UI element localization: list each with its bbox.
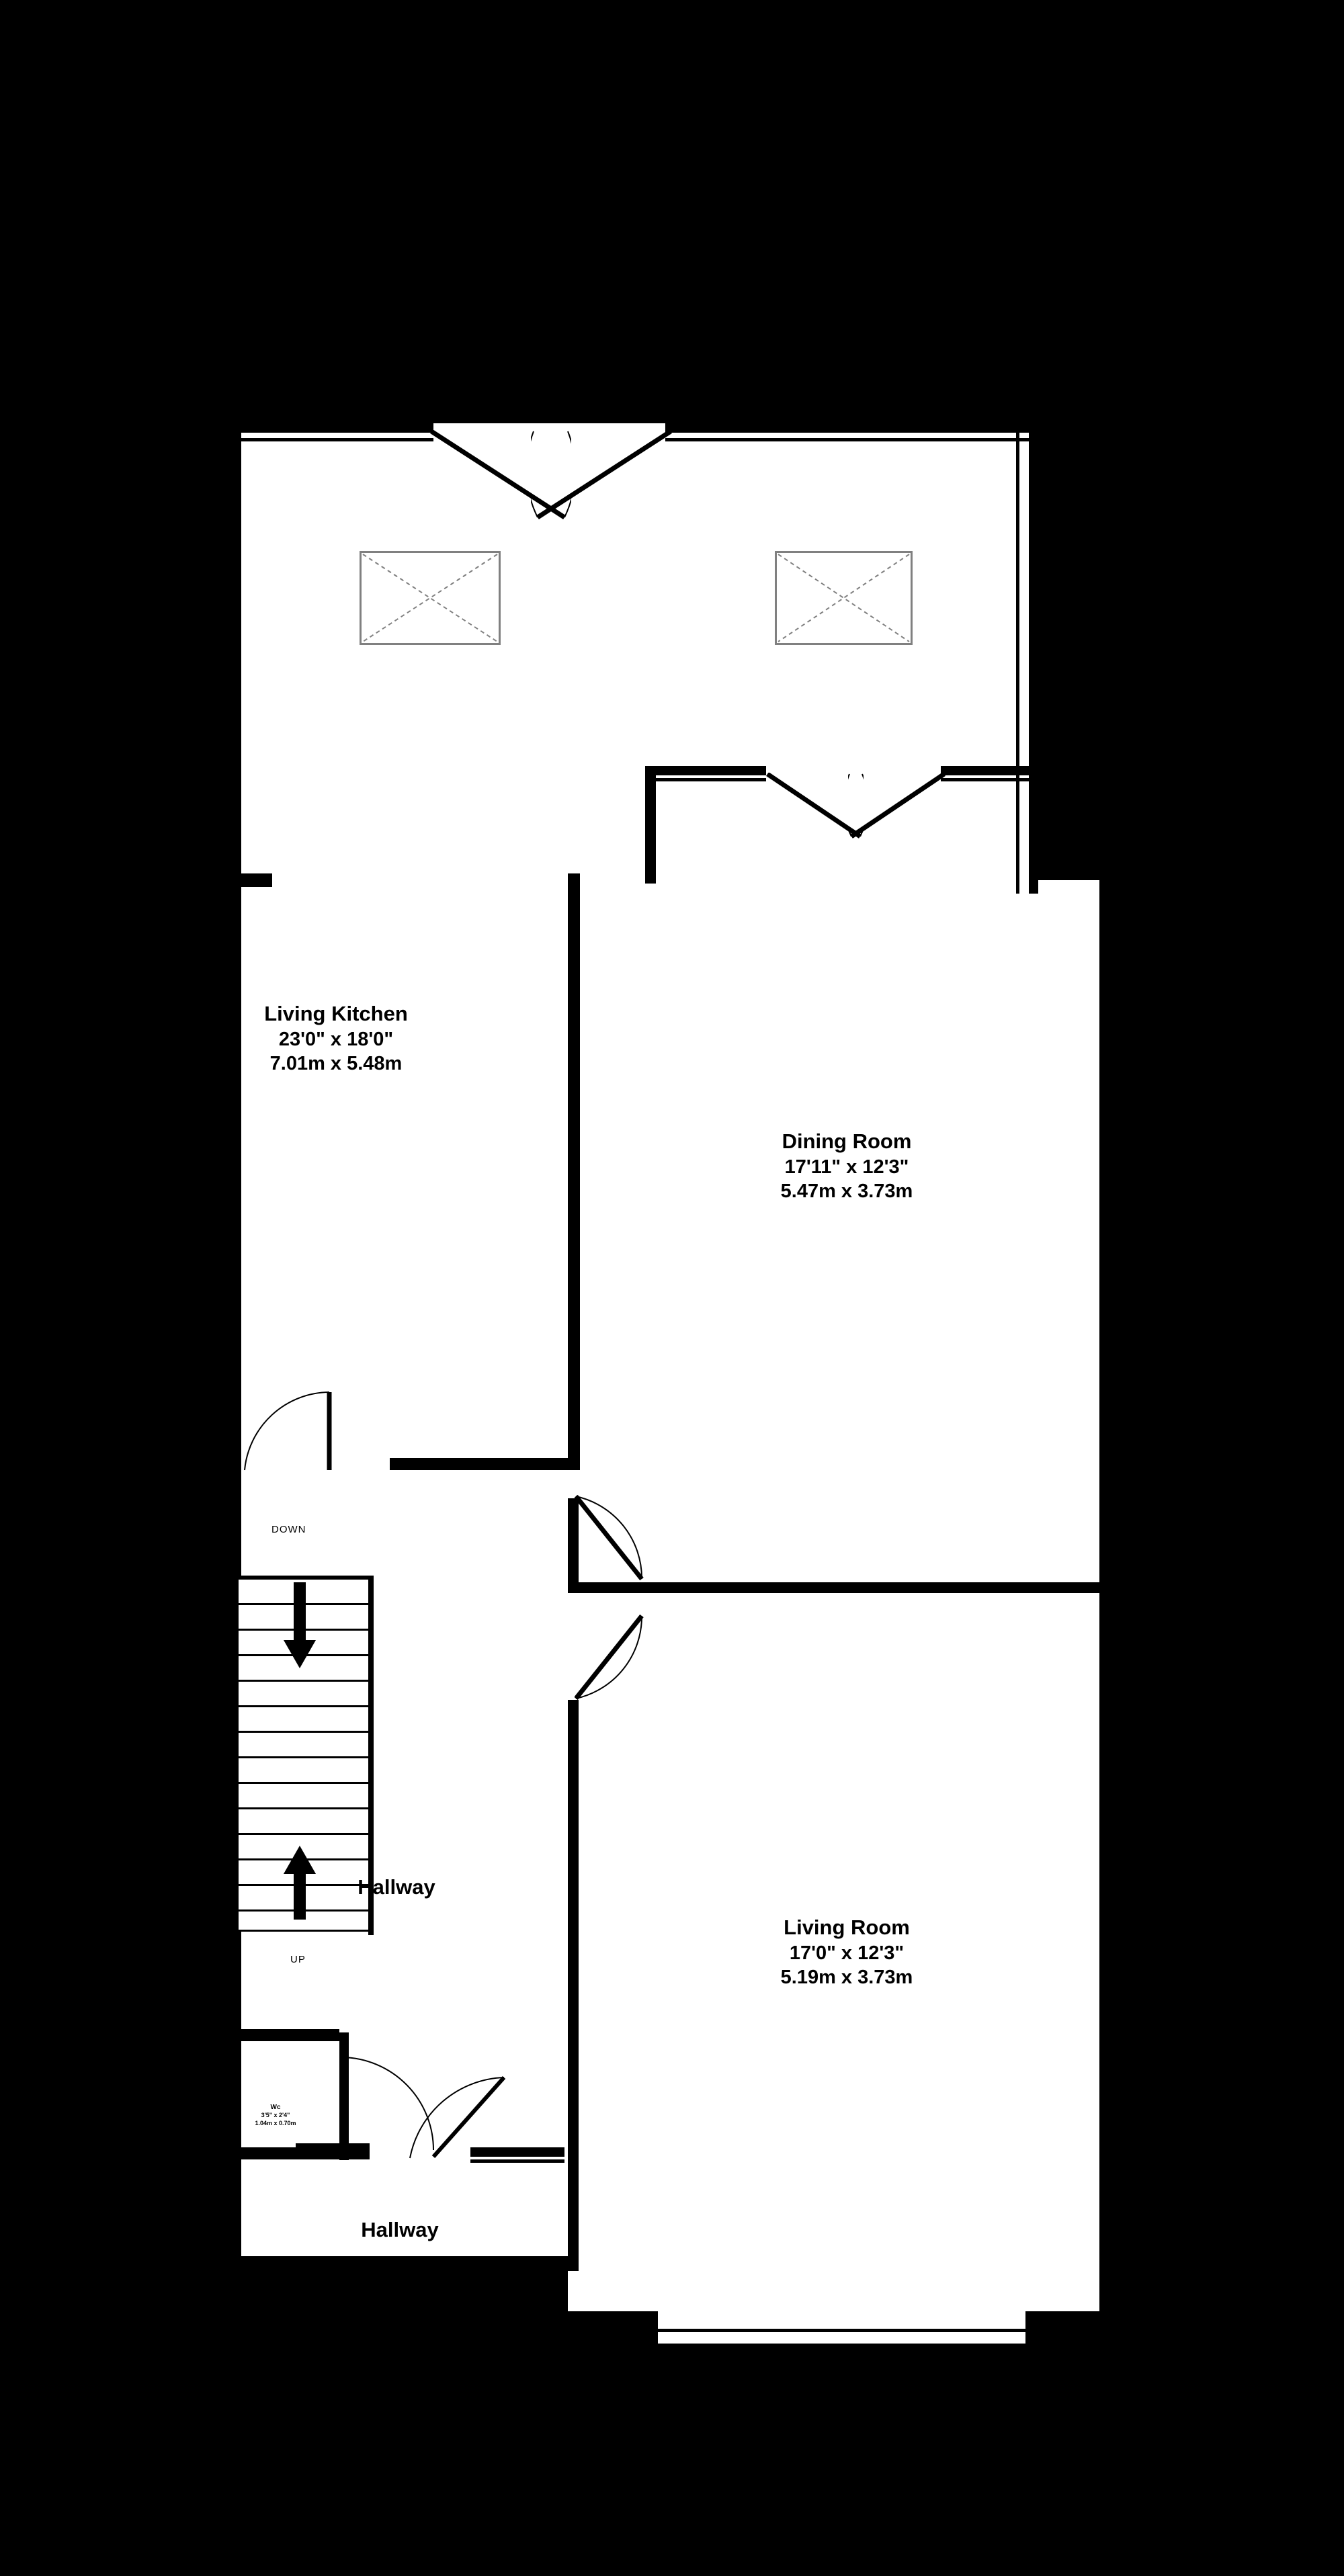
label-living-kitchen-imperial: 23'0" x 18'0" xyxy=(278,1028,394,1050)
wall-extension-top-right xyxy=(665,423,1038,433)
wall-bay-right xyxy=(1025,2311,1035,2353)
label-living-kitchen-metric: 7.01m x 5.48m xyxy=(269,1053,403,1074)
label-dining-room xyxy=(645,1129,1048,1203)
wall-extension-top-glazing-right xyxy=(665,438,1038,441)
label-wc-metric: 1.04m x 0.70m xyxy=(255,2119,296,2127)
wall-bay-left xyxy=(648,2311,658,2353)
label-dining-room-metric: 5.47m x 3.73m xyxy=(780,1180,913,1202)
wall-extension-left xyxy=(232,423,241,897)
label-living-room xyxy=(645,1915,1048,1989)
wall-dining-top-glazing xyxy=(655,778,766,781)
wall-extension-top-glazing xyxy=(232,438,433,441)
rooflight-left-fixture xyxy=(360,551,501,645)
door-dining-right xyxy=(848,773,946,840)
label-hallway-lower xyxy=(265,2217,534,2243)
door-hallway-dining xyxy=(575,1495,648,1582)
label-living-room-metric: 5.19m x 3.73m xyxy=(780,1967,913,1988)
wall-porch-sill-left xyxy=(241,2147,311,2154)
label-living-room-imperial: 17'0" x 12'3" xyxy=(789,1942,905,1964)
wall-kitchen-dining-divider xyxy=(568,873,580,1465)
door-front-right xyxy=(396,2267,507,2334)
wall-dining-top-glazing-right xyxy=(941,778,1032,781)
wall-dining-top-right xyxy=(941,766,1042,775)
room-area-dining-room xyxy=(568,880,1109,1586)
label-wc xyxy=(215,2103,336,2127)
wall-hallway-left-nib xyxy=(232,2029,339,2041)
label-living-kitchen-name: Living Kitchen xyxy=(264,1002,408,1025)
label-living-kitchen xyxy=(134,1001,538,1076)
stairs-down-arrow xyxy=(281,1582,319,1670)
wall-bay-glazing xyxy=(648,2329,1035,2332)
rooflight-right-fixture xyxy=(775,551,913,645)
door-extension-right xyxy=(531,430,672,521)
wall-dining-top-horizontal xyxy=(645,766,766,775)
wall-extension-right-outer xyxy=(1029,423,1038,894)
stairs-down-label: DOWN xyxy=(271,1524,306,1535)
label-wc-imperial: 3'5" x 2'4" xyxy=(261,2112,290,2118)
wall-kitchen-left xyxy=(232,873,241,1559)
door-front-left xyxy=(282,2267,407,2334)
door-kitchen-hallway xyxy=(242,1391,370,1475)
wall-living-bottom-left xyxy=(568,2311,648,2322)
wall-dining-right xyxy=(1099,880,1110,1592)
wall-extension-right-inner xyxy=(1016,423,1019,894)
wall-hallway-bottom xyxy=(232,2256,568,2267)
label-living-room-name: Living Room xyxy=(784,1916,910,1939)
wall-living-right xyxy=(1099,1582,1110,2321)
label-dining-room-imperial: 17'11" x 12'3" xyxy=(784,1156,909,1178)
wall-bay-outer xyxy=(648,2344,1035,2353)
stairs-up-label: UP xyxy=(290,1954,306,1965)
wall-dining-living-divider xyxy=(568,1582,1109,1593)
label-wc-name: Wc xyxy=(270,2104,281,2111)
label-hallway-upper-name: Hallway xyxy=(358,1875,435,1899)
door-hallway-living xyxy=(575,1613,648,1700)
stair-stringer xyxy=(368,1576,374,1814)
label-dining-room-name: Dining Room xyxy=(782,1129,912,1153)
wall-hallway-living-divider xyxy=(568,1700,579,2271)
wall-kitchen-bottom xyxy=(390,1458,580,1470)
wall-living-bottom-right xyxy=(1035,2311,1110,2322)
label-hallway-lower-name: Hallway xyxy=(361,2218,439,2241)
door-porch-inner xyxy=(396,2076,507,2163)
wall-dining-top xyxy=(645,766,656,884)
wall-extension-top-left xyxy=(232,423,433,433)
label-hallway-upper xyxy=(262,1875,531,1901)
